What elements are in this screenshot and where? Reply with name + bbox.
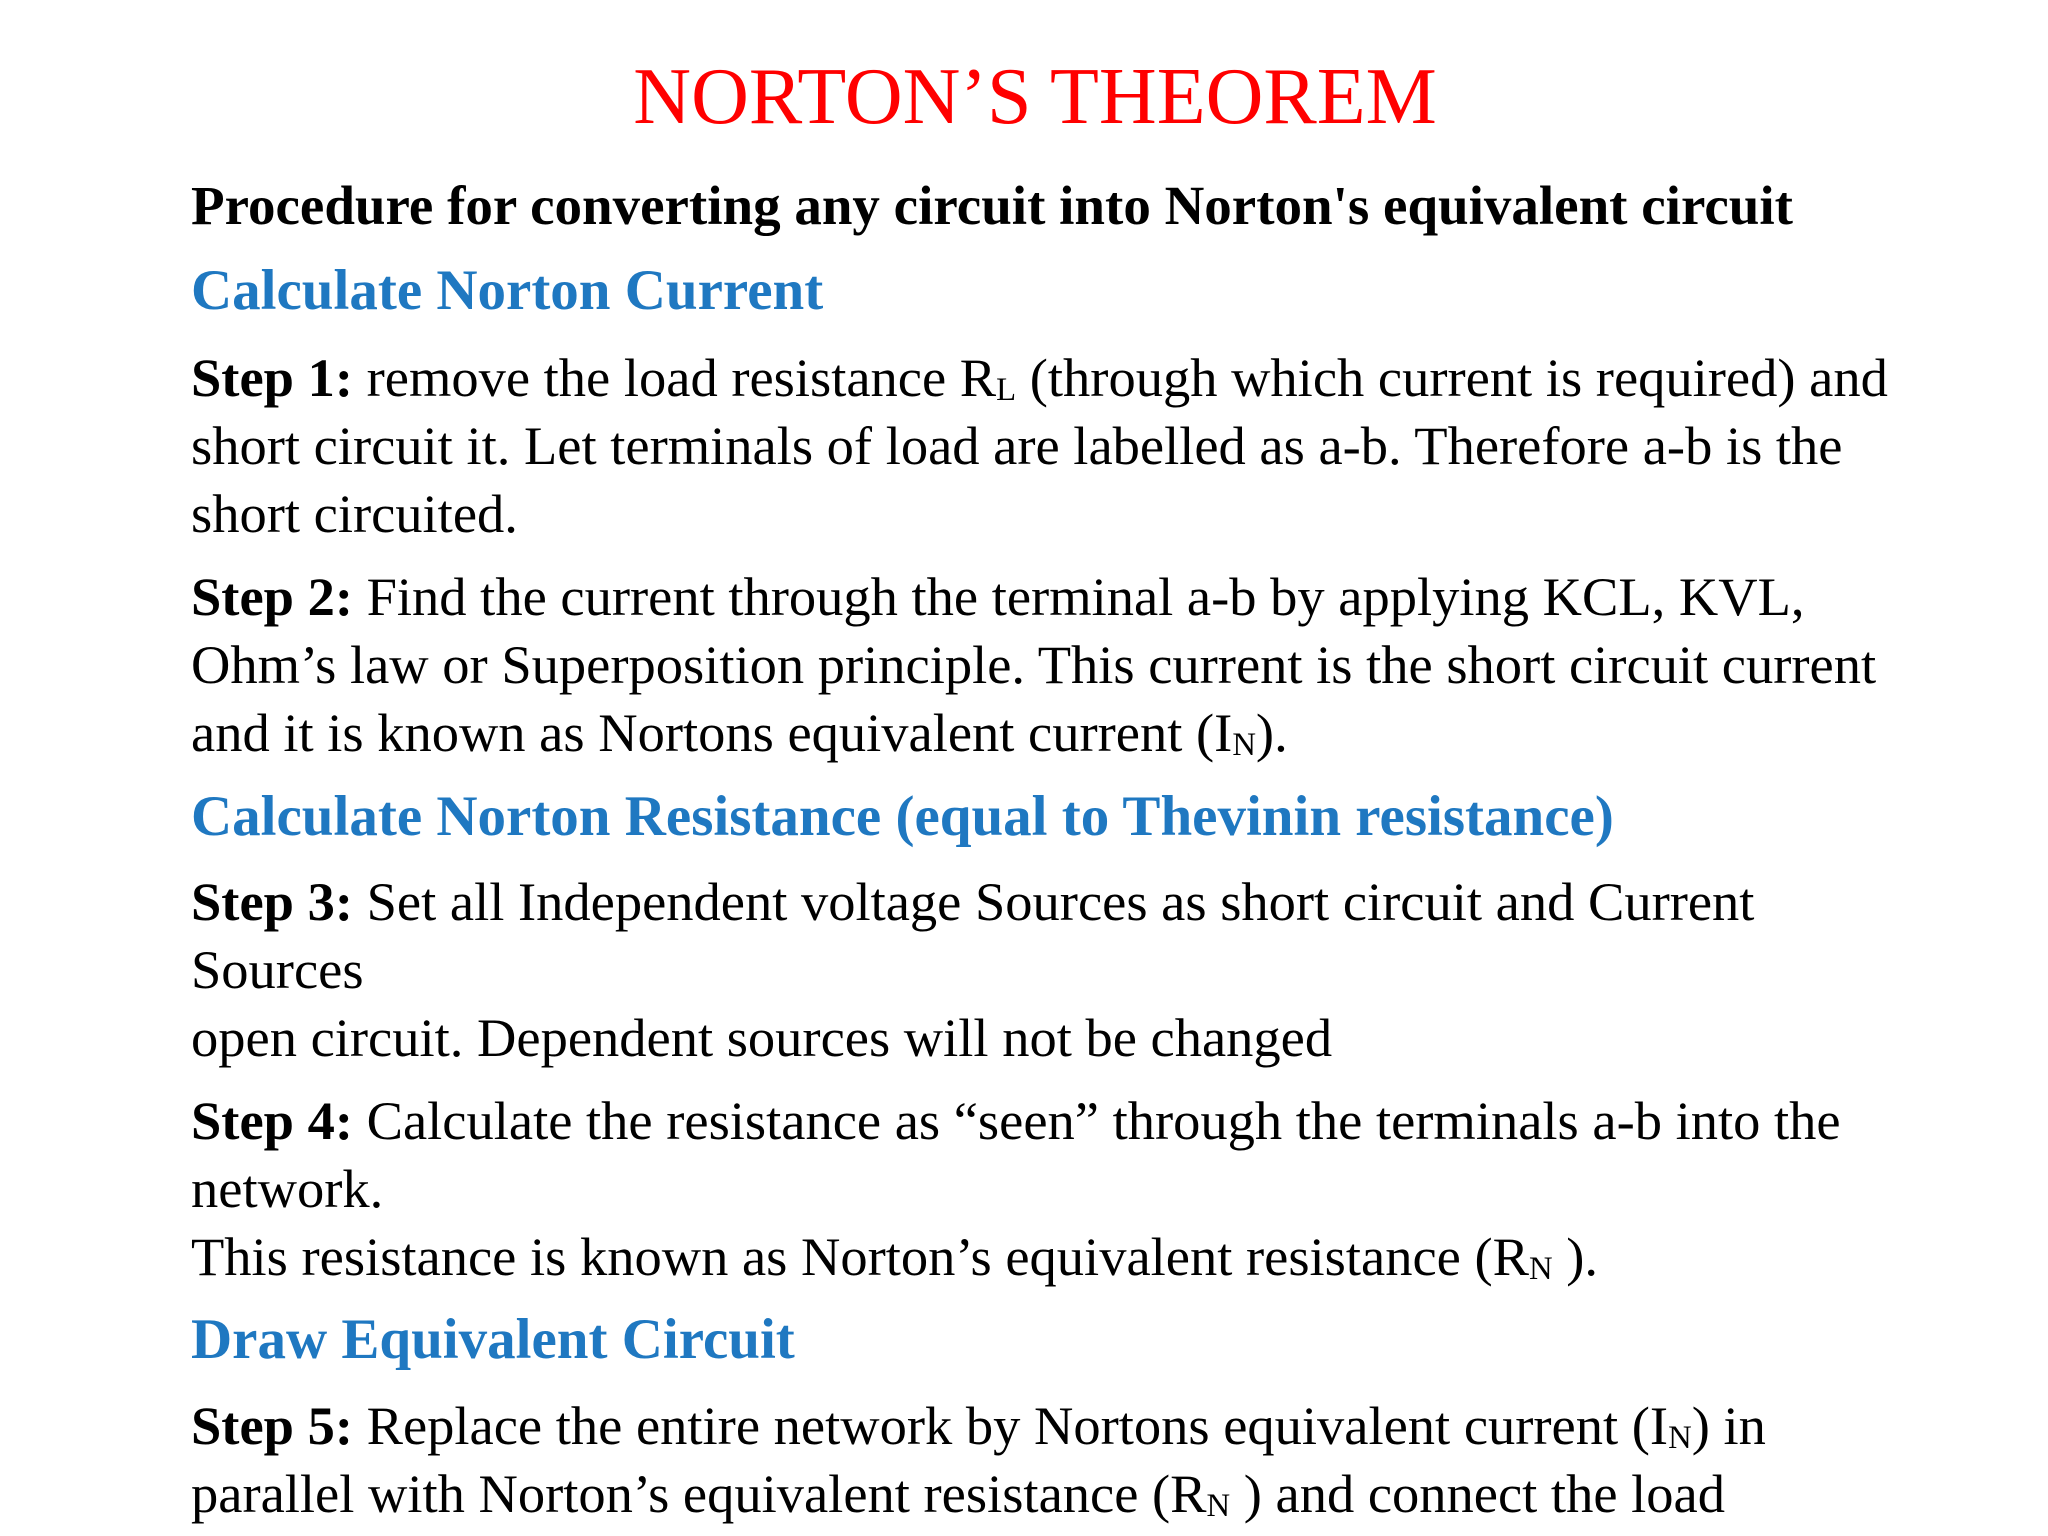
step-4-label: Step 4: [191, 1090, 353, 1151]
step-3-line-3: open circuit. Dependent sources will not be changed [191, 1007, 1333, 1068]
step-1-line-2: short circuit it. Let terminals of load are labelled as a-b. Therefore a-b is the [191, 415, 1843, 476]
step-2-line-3: and it is known as Nortons equivalent current $(I_N)$. [191, 702, 1288, 763]
step-4-line-3: This resistance is known as Norton’s equivalent resistance ($R_N$ ). [191, 1226, 1598, 1287]
heading-draw-equivalent-circuit: Draw Equivalent Circuit [191, 1308, 795, 1371]
step-3-line-1: Step 3: Set all Independent voltage Sources as short circuit and Current [191, 871, 1755, 932]
step-2-line-2: Ohm’s law or Superposition principle. This current is the short circuit current [191, 634, 1877, 695]
step-4-line-1: Step 4: Calculate the resistance as “seen” through the terminals a-b into the [191, 1090, 1841, 1151]
step-4-paragraph [191, 1087, 2021, 1291]
step-5-line-2: parallel with Norton’s equivalent resistance ($R_N$ ) and connect the load [191, 1463, 1725, 1524]
step-1-paragraph [191, 344, 2021, 548]
step-5-label: Step 5: [191, 1395, 353, 1456]
step-1-label: Step 1: [191, 347, 353, 408]
step-5-line-1: Step 5: Replace the entire network by Nortons equivalent current $(I_N)$ in [191, 1395, 1766, 1456]
step-1-line-1: Step 1: remove the load resistance $R_L$ (through which current is required) and [191, 347, 1888, 408]
step-2-label: Step 2: [191, 566, 353, 627]
step-5-paragraph [191, 1392, 2021, 1528]
step-3-paragraph [191, 868, 2021, 1072]
step-1-line-3: short circuited. [191, 483, 518, 544]
step-2-paragraph [191, 563, 2021, 767]
step-4-line-2: network. [191, 1158, 384, 1219]
heading-calculate-norton-current: Calculate Norton Current [191, 259, 824, 322]
step-2-line-1: Step 2: Find the current through the terminal a-b by applying KCL, KVL, [191, 566, 1805, 627]
heading-calculate-norton-resistance: Calculate Norton Resistance (equal to Thevinin resistance) [191, 785, 1614, 848]
step-3-label: Step 3: [191, 871, 353, 932]
step-3-line-2: Sources [191, 939, 364, 1000]
slide-title: NORTON’S THEOREM [633, 53, 1437, 141]
procedure-subtitle: Procedure for converting any circuit into Norton's equivalent circuit [191, 175, 1793, 236]
